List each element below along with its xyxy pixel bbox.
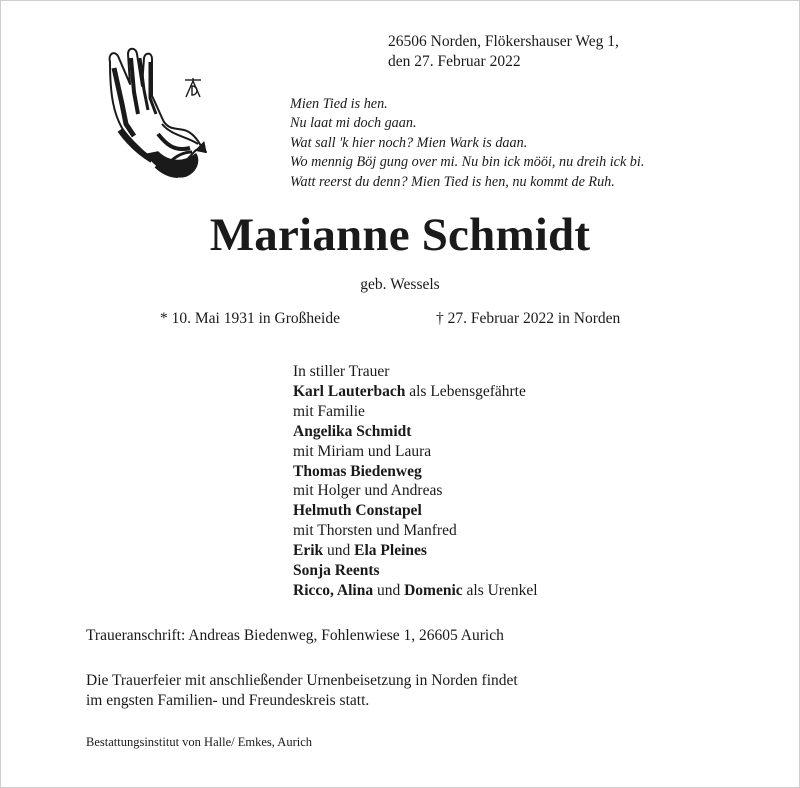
mourning-address: Traueranschrift: Andreas Biedenweg, Fohlenwiese 1, 26605 Aurich — [86, 627, 504, 644]
mourner-name: Ela Pleines — [354, 542, 427, 560]
undertaker: Bestattungsinstitut von Halle/ Emkes, Aurich — [86, 735, 313, 749]
sender-address: 26506 Norden, Flökershauser Weg 1, — [388, 33, 619, 50]
list-item — [293, 541, 538, 561]
poem-line: Wat sall 'k hier noch? Mien Wark is daan. — [290, 134, 528, 151]
ceremony-text-line2: im engsten Familien- und Freundeskreis statt. — [86, 692, 370, 709]
ceremony-text-line1: Die Trauerfeier mit anschließender Urnenbeisetzung in Norden findet — [86, 672, 518, 689]
birth-date: * 10. Mai 1931 in Großheide — [160, 310, 340, 327]
praying-hands-icon — [100, 44, 208, 180]
list-item: mit Familie — [293, 402, 365, 420]
list-item — [293, 581, 538, 601]
poem-line: Wo mennig Böj gung over mi. Nu bin ick mööi, nu dreih ick bi. — [290, 154, 645, 171]
poem-line: Nu laat mi doch gaan. — [290, 115, 417, 132]
maiden-name: geb. Wessels — [360, 276, 440, 293]
poem — [290, 95, 644, 192]
list-item: mit Holger und Andreas — [293, 482, 443, 500]
mourner-name: Thomas Biedenweg — [293, 462, 422, 480]
poem-line: Mien Tied is hen. — [290, 96, 388, 112]
mourner-role: als Lebensgefährte — [405, 382, 526, 400]
list-item: mit Thorsten und Manfred — [293, 522, 457, 540]
mourner-name: Helmuth Constapel — [293, 502, 422, 520]
mourners-list — [293, 362, 538, 601]
death-date: † 27. Februar 2022 in Norden — [436, 310, 621, 327]
mourner-name: Ricco, Alina — [293, 581, 374, 599]
mourner-name: Domenic — [404, 581, 463, 599]
mourner-name: Angelika Schmidt — [293, 422, 412, 440]
durer-monogram-icon — [183, 78, 203, 98]
conjunction: und — [323, 542, 355, 560]
conjunction: und — [373, 581, 405, 599]
notice-date: den 27. Februar 2022 — [388, 53, 521, 70]
mourner-role: als Urenkel — [462, 581, 538, 599]
mourner-name: Sonja Reents — [293, 562, 380, 580]
poem-line: Watt reerst du denn? Mien Tied is hen, nu kommt de Ruh. — [290, 173, 615, 190]
mourner-name: Karl Lauterbach — [293, 382, 406, 400]
mourner-name: Erik — [293, 542, 324, 560]
list-item: mit Miriam und Laura — [293, 442, 432, 460]
list-item — [293, 382, 538, 402]
deceased-name: Marianne Schmidt — [209, 209, 591, 261]
mourning-intro: In stiller Trauer — [293, 363, 390, 380]
